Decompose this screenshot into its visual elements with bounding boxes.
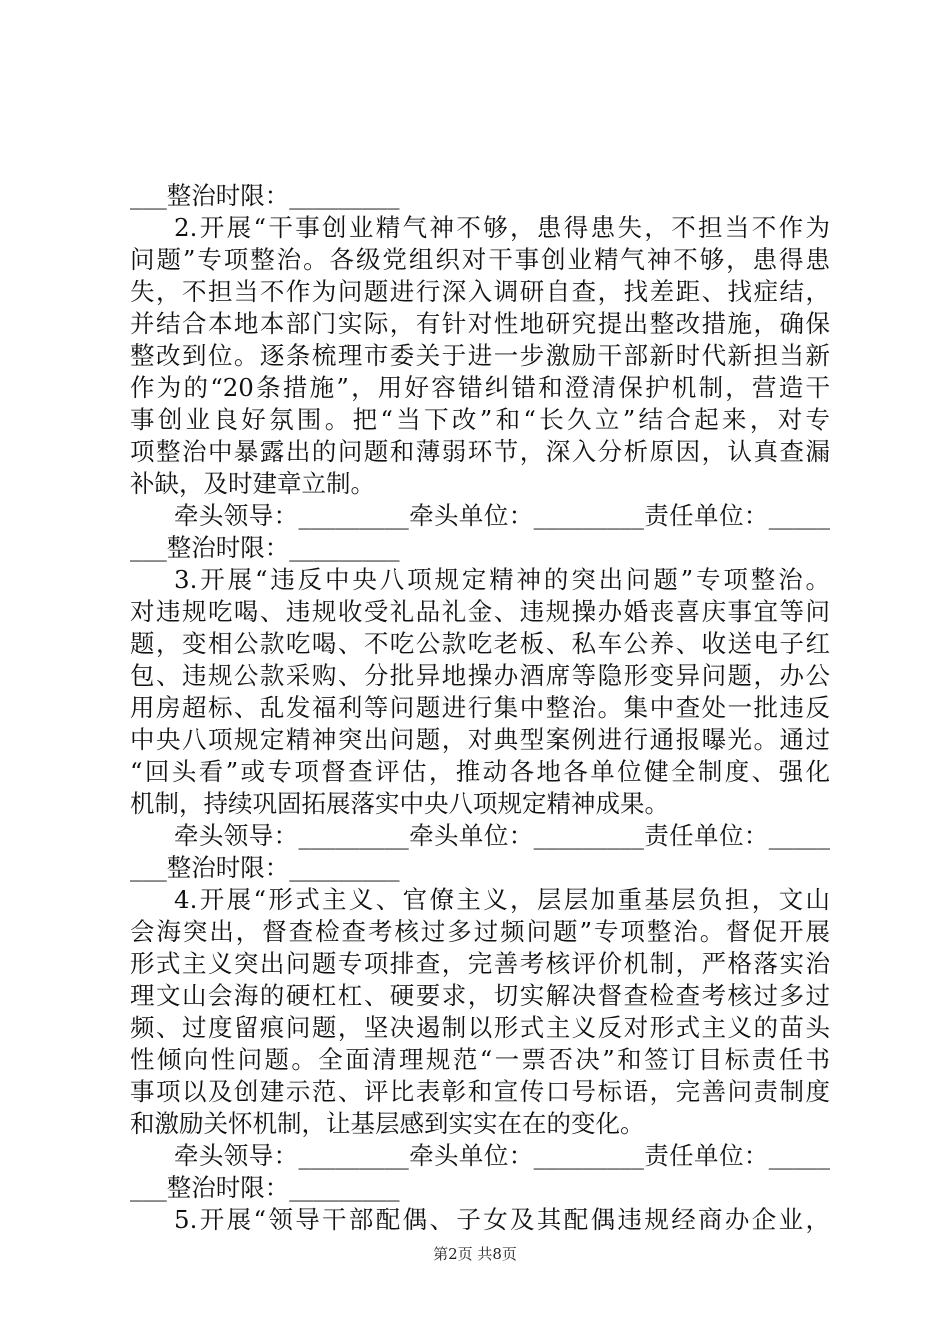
deadline-line: ___整治时限：_________ bbox=[130, 1173, 400, 1202]
text-line: 失，不担当不作为问题进行深入调研自查，找差距、找症结， bbox=[130, 277, 830, 306]
text-line: 频、过度留痕问题，坚决遏制以形式主义反对形式主义的苗头 bbox=[130, 1013, 830, 1042]
text-line: 和激励关怀机制，让基层感到实实在在的变化。 bbox=[130, 1109, 645, 1138]
section-heading: 3.开展“违反中央八项规定精神的突出问题”专项整治。 bbox=[174, 565, 830, 594]
text-line: 包、违规公款采购、分批异地操办酒席等隐形变异问题，办公 bbox=[130, 661, 830, 690]
text-line: 补缺，及时建章立制。 bbox=[130, 469, 375, 498]
text-line: 事创业良好氛围。把“当下改”和“长久立”结合起来，对专 bbox=[130, 405, 830, 434]
text-line: 题，变相公款吃喝、不吃公款吃老板、私车公养、收送电子红 bbox=[130, 629, 830, 658]
text-line: 机制，持续巩固拓展落实中央八项规定精神成果。 bbox=[130, 789, 669, 818]
text-line: 性倾向性问题。全面清理规范“一票否决”和签订目标责任书 bbox=[130, 1045, 830, 1074]
text-line: 中央八项规定精神突出问题，对典型案例进行通报曝光。通过 bbox=[130, 725, 830, 754]
text-line: 事项以及创建示范、评比表彰和宣传口号标语，完善问责制度 bbox=[130, 1077, 830, 1106]
text-line: 对违规吃喝、违规收受礼品礼金、违规操办婚丧喜庆事宜等问 bbox=[130, 597, 830, 626]
responsibility-line: 牵头领导：_________牵头单位：_________责任单位：_____ bbox=[174, 821, 830, 850]
section-heading: 5.开展“领导干部配偶、子女及其配偶违规经商办企业， bbox=[174, 1205, 830, 1234]
deadline-line: ___整治时限：_________ bbox=[130, 533, 400, 562]
text-line: 问题”专项整治。各级党组织对干事创业精气神不够，患得患 bbox=[130, 245, 830, 274]
text-line: 项整治中暴露出的问题和薄弱环节，深入分析原因，认真查漏 bbox=[130, 437, 830, 466]
text-line: 理文山会海的硬杠杠、硬要求，切实解决督查检查考核过多过 bbox=[130, 981, 830, 1010]
text-line: 2.开展“干事创业精气神不够，患得患失，不担当不作为 bbox=[174, 213, 830, 242]
text-line: 会海突出，督查检查考核过多过频问题”专项整治。督促开展 bbox=[130, 917, 830, 946]
text-line: 整改到位。逐条梳理市委关于进一步激励干部新时代新担当新 bbox=[130, 341, 830, 370]
text-line: 形式主义突出问题专项排查，完善考核评价机制，严格落实治 bbox=[130, 949, 830, 978]
responsibility-line: 牵头领导：_________牵头单位：_________责任单位：_____ bbox=[174, 501, 830, 530]
text-line: 作为的“20条措施”，用好容错纠错和澄清保护机制，营造干 bbox=[130, 373, 830, 402]
section-heading: 4.开展“形式主义、官僚主义，层层加重基层负担，文山 bbox=[174, 885, 830, 914]
text-line: “回头看”或专项督查评估，推动各地各单位健全制度、强化 bbox=[130, 757, 830, 786]
text-line: 并结合本地本部门实际，有针对性地研究提出整改措施，确保 bbox=[130, 309, 830, 338]
deadline-line: ___整治时限：_________ bbox=[130, 853, 400, 882]
text-line: 用房超标、乱发福利等问题进行集中整治。集中查处一批违反 bbox=[130, 693, 830, 722]
page-number-footer: 第2页 共8页 bbox=[433, 1245, 517, 1263]
text-line: ___整治时限：_________ bbox=[130, 181, 400, 210]
responsibility-line: 牵头领导：_________牵头单位：_________责任单位：_____ bbox=[174, 1141, 830, 1170]
